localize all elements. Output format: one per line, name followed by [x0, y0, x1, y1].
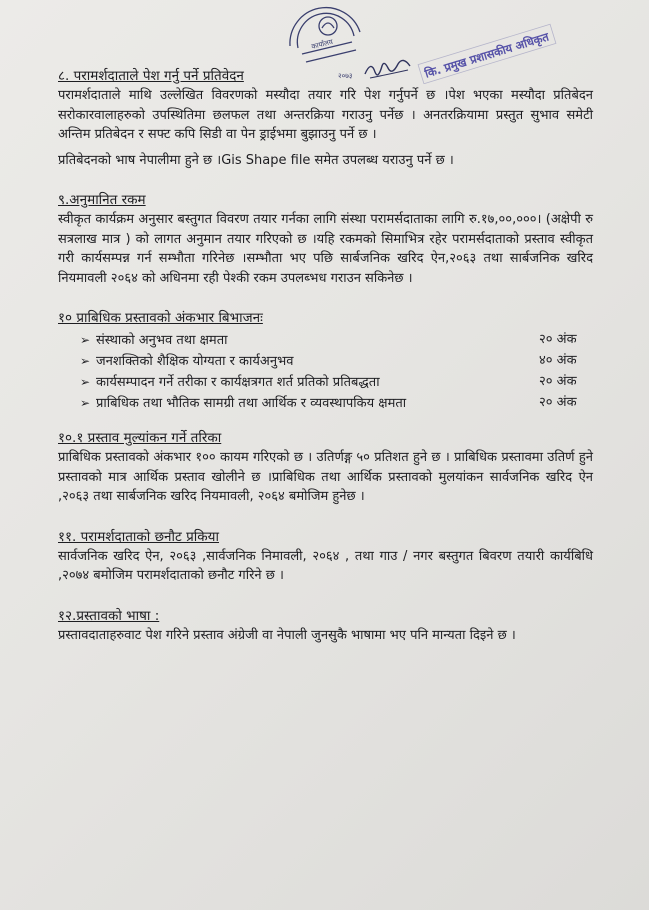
score-item-value: ४० अंक [539, 353, 577, 368]
score-item-label: संस्थाको अनुभव तथा क्षमता [96, 333, 228, 348]
section-8-para-1: परामर्शदाताले माथि उल्लेखित विवरणको मस्यौदा तयार गरि पेश गर्नुपर्ने छ ।पेश भएका मस्यौदा प्रतिबेदन सरोकारवालाहरुको उपस्थितिमा छलफल तथा अन्तरक्रिया गराउनु पर्नेछ । अनतरक्रियामा प्रस्तुत सुभाव समेटी अन्तिम प्रतिबेदन र सफ्ट कपि सिडी वा पेन ड्राईभमा बुझाउनु पर्ने छ । [58, 88, 593, 142]
document-body [58, 66, 593, 645]
section-12-para: प्रस्तावदाताहरुवाट पेश गरिने प्रस्ताव अंग्रेजी वा नेपाली जुनसुकै भाषामा भए पनि मान्यता दिइने छ । [58, 627, 516, 643]
section-8-heading: ८. परामर्शदाताले पेश गर्नु पर्ने प्रतिवेदन [58, 68, 244, 84]
section-10-heading: १० प्राबिधिक प्रस्तावको अंकभार बिभाजनः [58, 310, 263, 326]
score-item-label: कार्यसम्पादन गर्ने तरीका र कार्यक्षत्रगत शर्त प्रतिको प्रतिबद्धता [96, 375, 380, 390]
score-item-value: २० अंक [539, 395, 577, 410]
score-item-label: जनशक्तिको शैक्षिक योग्यता र कार्यअनुभव [96, 354, 294, 369]
score-item [80, 330, 593, 351]
score-item-label: प्राबिधिक तथा भौतिक सामग्री तथा आर्थिक र व्यवस्थापकिय क्षमता [96, 396, 407, 411]
stamp-text-bottom: २०७३ [338, 72, 353, 80]
score-item-value: २० अंक [539, 332, 577, 347]
arrow-bullet-icon: ➢ [80, 375, 91, 389]
section-12-heading: १२.प्रस्तावको भाषा : [58, 607, 160, 624]
score-item [80, 393, 593, 414]
section-9-para: स्वीकृत कार्यक्रम अनुसार बस्तुगत विवरण तयार गर्नका लागि संस्था परामर्सदाताका लागि रु.१७,००,०००। (अक्षेपी रु सत्रलाख मात्र ) को लागत अनुमान तयार गरिएको छ ।यहि रकमको सिमाभित्र रहेर परामर्सदाताको प्रस्ताव स्वीकृत गरी कार्यसम्पन्न गर्न सम्भौता गरिनेछ ।सम्भौता भए पछि सार्बजनिक खरिद ऐन,२०६३ तथा सार्बजनिक खरिद नियमावली २०६४ को अधिनमा रही पेश्की रकम उपलब्भध गराउन सकिनेछ । [58, 212, 593, 286]
score-item-value: २० अंक [539, 374, 577, 389]
arrow-bullet-icon: ➢ [80, 333, 91, 347]
officer-seal-text: कि. प्रमुख प्रशासकीय अधिकृत [423, 29, 551, 81]
arrow-bullet-icon: ➢ [80, 396, 91, 410]
section-10-1-para: प्राबिधिक प्रस्तावको अंकभार १०० कायम गरिएको छ । उतिर्णङ्ग ५० प्रतिशत हुने छ । प्राबिधिक प्रस्तावमा उतिर्ण हुने प्रस्तावको मात्र आर्थिक प्रस्ताव खोलीने छ ।प्राबिधिक तथा आर्थिक प्रस्तावको मुलयांकन सार्वजनिक खरिद ऐन ,२०६३ तथा सार्बजनिक खरिद नियमावली, २०६४ बमोजिम हुनेछ । [58, 450, 593, 504]
section-11-heading: ११. परामर्शदाताको छनौट प्रकिया [58, 528, 219, 545]
stamp-text-top: कार्यालय [310, 37, 334, 51]
section-10-1-heading: १०.१ प्रस्ताव मुल्यांकन गर्ने तरिका [58, 430, 222, 446]
section-8-para-2: प्रतिबेदनको भाष नेपालीमा हुने छ ।Gis Shape file समेत उपलब्ध यराउनु पर्ने छ । [58, 152, 454, 168]
section-11-para: सार्वजनिक खरिद ऐन, २०६३ ,सार्वजनिक निमावली, २०६४ , तथा गाउ / नगर बस्तुगत बिवरण तयारी कार्यबिधि ,२०७४ बमोजिम परामर्शदाताको छनौट गरिने छ । [58, 548, 593, 583]
section-9-heading: ९.अनुमानित रकम [58, 192, 146, 208]
arrow-bullet-icon: ➢ [80, 354, 91, 368]
score-item [80, 351, 593, 372]
score-item [80, 372, 593, 393]
score-list [58, 330, 593, 414]
